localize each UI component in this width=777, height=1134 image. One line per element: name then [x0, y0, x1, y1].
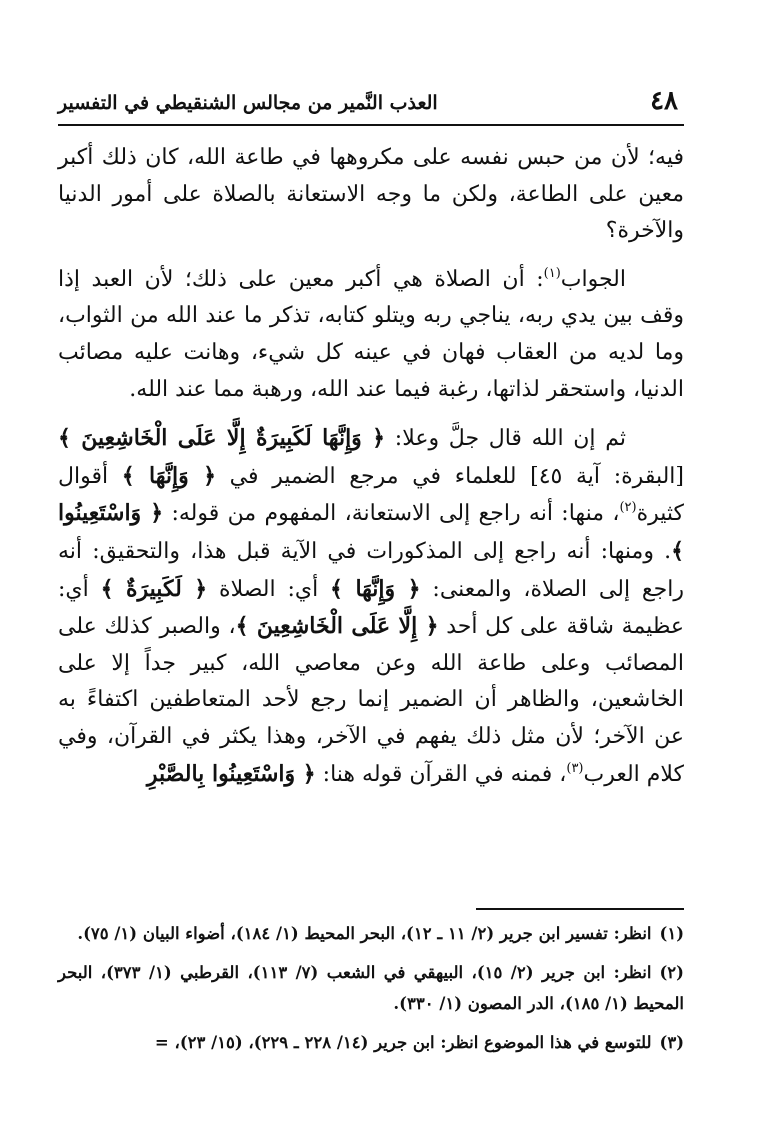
quran-quote: ﴿ وَاسْتَعِينُوا ﴾ [58, 500, 684, 564]
text-segment: ثم إن الله قال جلَّ وعلا: [385, 426, 626, 452]
footnote-text: للتوسع في هذا الموضوع انظر: ابن جرير (١٤/ ٢٢٨ ـ ٢٢٩)، (١٥/ ٢٣)، = [154, 1033, 652, 1052]
text-segment: ، فمنه في القرآن قوله هنا: [315, 761, 567, 787]
page-number: ٤٨ [650, 86, 678, 116]
quran-quote: ﴿ وَإِنَّهَا ﴾ [330, 575, 421, 602]
text-segment: ، منها: أنه راجع إلى الاستعانة، المفهوم من قوله: [163, 501, 620, 527]
footnote-marker: (٢) [659, 963, 684, 982]
footnote-1 [58, 918, 684, 949]
main-text [58, 140, 684, 793]
quran-quote: ﴿ وَاسْتَعِينُوا بِالصَّبْرِ [146, 760, 316, 787]
text-segment: أي: الصلاة [207, 576, 331, 602]
footnote-2 [58, 957, 684, 1019]
footnote-marker: (٣) [659, 1033, 684, 1052]
paragraph-text: : أن الصلاة هي أكبر معين على ذلك؛ لأن العبد إذا وقف بين يدي ربه، يناجي ربه ويتلو كتابه، تذكر ما عند الله من الثواب، وما لديه من العقاب فهان في عينه كل شيء، وهانت عليه مصائب الدنيا، واستحقر لذاتها، رغبة فيما عند الله، ورهبة مما عند الله. [58, 266, 684, 402]
page-header [58, 86, 684, 120]
text-segment: أقوال كثيرة [58, 463, 685, 527]
paragraph-text: فيه؛ لأن من حبس نفسه على مكروهها في طاعة الله، كان ذلك أكبر معين على الطاعة، ولكن ما وجه الاستعانة بالصلاة على أمور الدنيا والآخرة؟ [58, 145, 684, 244]
footnote-text: انظر: ابن جرير (٢/ ١٥)، البيهقي في الشعب (٧/ ١١٣)، القرطبي (١/ ٣٧٣)، البحر المحيط (١/ ١٨٥)، الدر المصون (١/ ٣٣٠). [58, 963, 684, 1013]
footnote-marker: (١) [659, 924, 684, 943]
header-rule [58, 124, 684, 126]
footnote-ref-3[interactable]: (٣) [566, 760, 584, 776]
quran-quote: ﴿ لَكَبِيرَةٌ ﴾ [100, 575, 208, 602]
text-segment: . ومنها: أنه راجع إلى المذكورات في الآية قبل هذا، والتحقيق: أنه راجع إلى الصلاة، والمعنى: [58, 538, 684, 602]
text-segment: ، والصبر كذلك على المصائب وعلى طاعة الله وعن معاصي الله، كبير جداً إلا على الخاشعين، والظاهر أن الضمير إنما رجع لأحد المتعاطفين اكتفاءً به عن الآخر؛ لأن مثل ذلك يفهم في الآخر، وهذا يكثر في القرآن، وفي كلام العرب [58, 614, 684, 787]
paragraph-1 [58, 140, 684, 250]
answer-lead: الجواب [560, 266, 626, 292]
footnote-3 [58, 1027, 684, 1058]
footnote-ref-2[interactable]: (٢) [619, 500, 637, 516]
footnote-ref-1[interactable]: (١) [543, 265, 561, 281]
book-page [58, 0, 684, 1134]
paragraph-2 [58, 262, 684, 408]
quran-quote: ﴿ وَإِنَّهَا ﴾ [121, 462, 216, 489]
paragraph-3 [58, 420, 684, 793]
text-segment: أي: عظيمة شاقة على كل أحد [58, 576, 684, 640]
footnote-rule [476, 908, 684, 910]
running-title: العذب النَّمير من مجالس الشنقيطي في التفسير [58, 92, 438, 114]
footnotes [58, 918, 684, 1066]
text-segment: [البقرة: آية ٤٥] للعلماء في مرجع الضمير في [215, 463, 684, 489]
quran-quote: ﴿ إِلَّا عَلَى الْخَاشِعِينَ ﴾ [235, 613, 439, 640]
footnote-text: انظر: تفسير ابن جرير (٢/ ١١ ـ ١٢)، البحر المحيط (١/ ١٨٤)، أضواء البيان (١/ ٧٥). [77, 924, 652, 943]
quran-quote: ﴿ وَإِنَّهَا لَكَبِيرَةٌ إِلَّا عَلَى الْخَاشِعِينَ ﴾ [58, 425, 386, 452]
